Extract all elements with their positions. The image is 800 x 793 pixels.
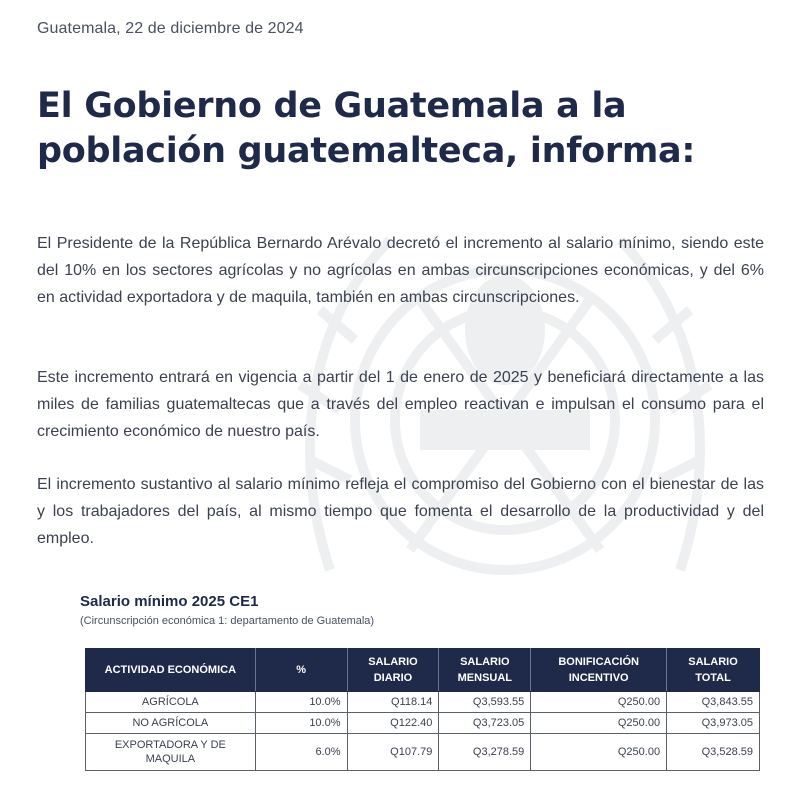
cell-salario-total: Q3,973.05 bbox=[667, 713, 760, 734]
cell-actividad: AGRÍCOLA bbox=[86, 692, 256, 713]
cell-salario-mensual: Q3,593.55 bbox=[439, 692, 531, 713]
header-salario-mensual: SALARIO MENSUAL bbox=[439, 649, 531, 692]
paragraph-decree: El Presidente de la República Bernardo Arévalo decretó el incremento al salario mínimo, siendo este del 10% en los sectores agrícolas y no agrícolas en ambas circunscripciones económicas, y del 6% en actividad exportadora y de maquila, también en ambas circunscripciones. bbox=[37, 235, 764, 306]
cell-salario-mensual: Q3,723.05 bbox=[439, 713, 531, 734]
cell-salario-diario: Q107.79 bbox=[347, 734, 439, 771]
cell-actividad: EXPORTADORA Y DE MAQUILA bbox=[86, 734, 256, 771]
header-actividad: ACTIVIDAD ECONÓMICA bbox=[86, 649, 256, 692]
date-line: Guatemala, 22 de diciembre de 2024 bbox=[37, 20, 304, 37]
cell-salario-total: Q3,528.59 bbox=[667, 734, 760, 771]
paragraph-effective-date: Este incremento entrará en vigencia a partir del 1 de enero de 2025 y beneficiará directamente a las miles de familias guatemaltecas que a través del empleo reactivan e impulsan el consumo para el crecimiento económico de nuestro país. bbox=[37, 369, 764, 440]
table-row bbox=[86, 734, 760, 771]
header-percent: % bbox=[255, 649, 347, 692]
cell-salario-mensual: Q3,278.59 bbox=[439, 734, 531, 771]
cell-salario-diario: Q122.40 bbox=[347, 713, 439, 734]
cell-percent: 10.0% bbox=[255, 692, 347, 713]
header-salario-total: SALARIO TOTAL bbox=[667, 649, 760, 692]
cell-bonificacion: Q250.00 bbox=[531, 734, 667, 771]
table-row bbox=[86, 692, 760, 713]
headline: El Gobierno de Guatemala a la población guatemalteca, informa: bbox=[37, 86, 696, 171]
table-title: Salario mínimo 2025 CE1 bbox=[80, 593, 259, 610]
table-subtitle: (Circunscripción económica 1: departamento de Guatemala) bbox=[80, 615, 375, 627]
cell-percent: 10.0% bbox=[255, 713, 347, 734]
cell-salario-total: Q3,843.55 bbox=[667, 692, 760, 713]
cell-bonificacion: Q250.00 bbox=[531, 692, 667, 713]
table-row bbox=[86, 713, 760, 734]
header-salario-diario: SALARIO DIARIO bbox=[347, 649, 439, 692]
header-bonificacion: BONIFICACIÓN INCENTIVO bbox=[531, 649, 667, 692]
cell-percent: 6.0% bbox=[255, 734, 347, 771]
cell-salario-diario: Q118.14 bbox=[347, 692, 439, 713]
cell-bonificacion: Q250.00 bbox=[531, 713, 667, 734]
cell-actividad: NO AGRÍCOLA bbox=[86, 713, 256, 734]
paragraph-commitment: El incremento sustantivo al salario mínimo refleja el compromiso del Gobierno con el bienestar de las y los trabajadores del país, al mismo tiempo que fomenta el desarrollo de la productividad y del empleo. bbox=[37, 476, 764, 547]
table-header-row bbox=[86, 649, 760, 692]
minimum-wage-table bbox=[85, 648, 760, 771]
